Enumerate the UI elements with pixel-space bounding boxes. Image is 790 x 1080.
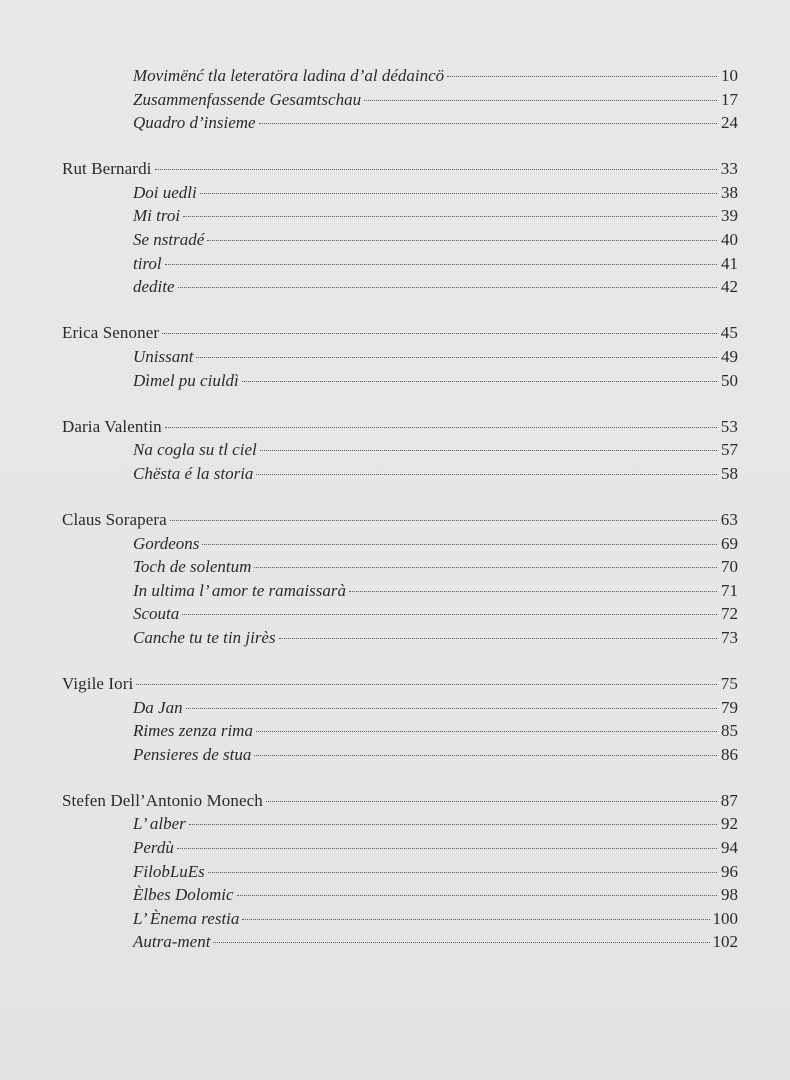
toc-entry [62, 883, 738, 907]
dot-leader [165, 427, 717, 428]
author-entry [62, 321, 738, 345]
dot-leader [155, 169, 718, 170]
entry-page-number: 40 [721, 230, 738, 250]
toc-entry [62, 204, 738, 228]
entry-title: FilobLuEs [133, 861, 205, 881]
toc-entry [62, 907, 738, 931]
toc-entry [62, 532, 738, 556]
toc-entry [62, 579, 738, 603]
entry-title: Èlbes Dolomic [133, 885, 234, 905]
entry-page-number: 73 [721, 627, 738, 647]
entry-page-number: 39 [721, 206, 738, 226]
toc-entry [62, 719, 738, 743]
dot-leader [162, 333, 717, 334]
toc-entry [62, 88, 738, 112]
dot-leader [165, 264, 717, 265]
table-of-contents [62, 64, 738, 954]
author-name: Vigile Iori [62, 673, 134, 693]
author-name: Claus Sorapera [62, 509, 167, 529]
entry-page-number: 92 [721, 814, 738, 834]
dot-leader [364, 100, 717, 101]
entry-title: Unissant [133, 346, 194, 366]
author-page-number: 45 [720, 323, 738, 343]
dot-leader [208, 872, 717, 873]
toc-entry [62, 438, 738, 462]
entry-title: Toch de solentum [133, 557, 252, 577]
author-entry [62, 415, 738, 439]
entry-page-number: 98 [721, 885, 738, 905]
dot-leader [182, 614, 717, 615]
entry-page-number: 71 [721, 580, 738, 600]
dot-leader [207, 240, 717, 241]
toc-entry [62, 275, 738, 299]
author-page-number: 33 [720, 159, 738, 179]
entry-page-number: 10 [721, 66, 738, 85]
author-page-number: 87 [720, 790, 738, 810]
entry-page-number: 72 [721, 604, 738, 624]
toc-entry [62, 64, 738, 88]
entry-page-number: 96 [721, 861, 738, 881]
entry-title: Da Jan [133, 697, 183, 717]
entry-page-number: 50 [721, 370, 738, 390]
toc-entry [62, 228, 738, 252]
entry-title: Canche tu te tin jirès [133, 627, 276, 647]
dot-leader [170, 520, 717, 521]
dot-leader [200, 193, 717, 194]
author-entry [62, 508, 738, 532]
entry-title: Quadro d’insieme [133, 113, 256, 133]
entry-page-number: 79 [721, 697, 738, 717]
toc-entry [62, 743, 738, 767]
toc-entry [62, 462, 738, 486]
entry-page-number: 49 [721, 346, 738, 366]
toc-entry [62, 369, 738, 393]
entry-title: Chësta é la storia [133, 463, 254, 483]
toc-entry [62, 181, 738, 205]
dot-leader [242, 381, 717, 382]
dot-leader [349, 591, 717, 592]
entry-page-number: 58 [721, 463, 738, 483]
toc-group-author [62, 321, 738, 392]
entry-page-number: 94 [721, 838, 738, 858]
entry-page-number: 17 [721, 89, 738, 109]
toc-entry [62, 696, 738, 720]
entry-title: Gordeons [133, 533, 200, 553]
dot-leader [178, 287, 717, 288]
entry-title: Dìmel pu ciuldì [133, 370, 239, 390]
toc-entry [62, 836, 738, 860]
entry-title: Se nstradé [133, 230, 205, 250]
toc-group-author [62, 789, 738, 954]
dot-leader [196, 357, 717, 358]
entry-page-number: 24 [721, 113, 738, 133]
author-name: Rut Bernardi [62, 159, 152, 179]
toc-entry [62, 252, 738, 276]
entry-title: L’ alber [133, 814, 186, 834]
dot-leader [447, 76, 717, 77]
dot-leader [237, 895, 717, 896]
entry-title: Scouta [133, 604, 180, 624]
toc-entry [62, 860, 738, 884]
entry-title: dedite [133, 277, 175, 297]
entry-page-number: 70 [721, 557, 738, 577]
entry-page-number: 42 [721, 277, 738, 297]
entry-title: Pensieres de stua [133, 744, 252, 764]
author-name: Erica Senoner [62, 323, 160, 343]
author-entry [62, 672, 738, 696]
dot-leader [202, 544, 717, 545]
entry-title: Doi uedli [133, 182, 197, 202]
entry-page-number: 57 [721, 440, 738, 460]
entry-page-number: 38 [721, 182, 738, 202]
entry-title: Na cogla su tl ciel [133, 440, 257, 460]
entry-page-number: 85 [721, 721, 738, 741]
dot-leader [254, 567, 717, 568]
author-page-number: 75 [720, 673, 738, 693]
dot-leader [189, 824, 717, 825]
toc-entry [62, 626, 738, 650]
author-entry [62, 789, 738, 813]
toc-group-author [62, 672, 738, 766]
dot-leader [256, 474, 717, 475]
entry-title: Mi troi [133, 206, 181, 226]
dot-leader [254, 755, 717, 756]
author-entry [62, 157, 738, 181]
entry-page-number: 86 [721, 744, 738, 764]
dot-leader [260, 450, 717, 451]
dot-leader [183, 216, 717, 217]
entry-title: Rimes zenza rima [133, 721, 253, 741]
entry-page-number: 41 [721, 253, 738, 273]
toc-group-author [62, 415, 738, 486]
entry-title: L’ Ènema restia [133, 908, 240, 928]
toc-group-author [62, 508, 738, 650]
toc-entry [62, 111, 738, 135]
dot-leader [242, 919, 709, 920]
dot-leader [256, 731, 717, 732]
dot-leader [266, 801, 717, 802]
dot-leader [279, 638, 717, 639]
entry-title: Autra-ment [133, 932, 211, 952]
dot-leader [259, 123, 717, 124]
toc-entry [62, 930, 738, 954]
entry-page-number: 69 [721, 533, 738, 553]
toc-entry [62, 812, 738, 836]
dot-leader [177, 848, 717, 849]
entry-title: tirol [133, 253, 162, 273]
toc-entry [62, 345, 738, 369]
toc-entry [62, 555, 738, 579]
author-page-number: 53 [720, 416, 738, 436]
entry-page-number: 102 [712, 932, 738, 952]
entry-title: In ultima l’ amor te ramaissarà [133, 580, 346, 600]
author-name: Stefen Dell’Antonio Monech [62, 790, 263, 810]
entry-page-number: 100 [712, 908, 738, 928]
entry-title: Zusammenfassende Gesamtschau [133, 89, 362, 109]
toc-group-author [62, 157, 738, 299]
dot-leader [186, 708, 717, 709]
author-page-number: 63 [720, 509, 738, 529]
entry-title: Perdù [133, 838, 174, 858]
toc-entry [62, 602, 738, 626]
dot-leader [136, 684, 717, 685]
entry-title: Movimënć tla leteratöra ladina d’al dédaincö [133, 66, 445, 85]
toc-group-intro [62, 64, 738, 135]
author-name: Daria Valentin [62, 416, 162, 436]
dot-leader [213, 942, 709, 943]
